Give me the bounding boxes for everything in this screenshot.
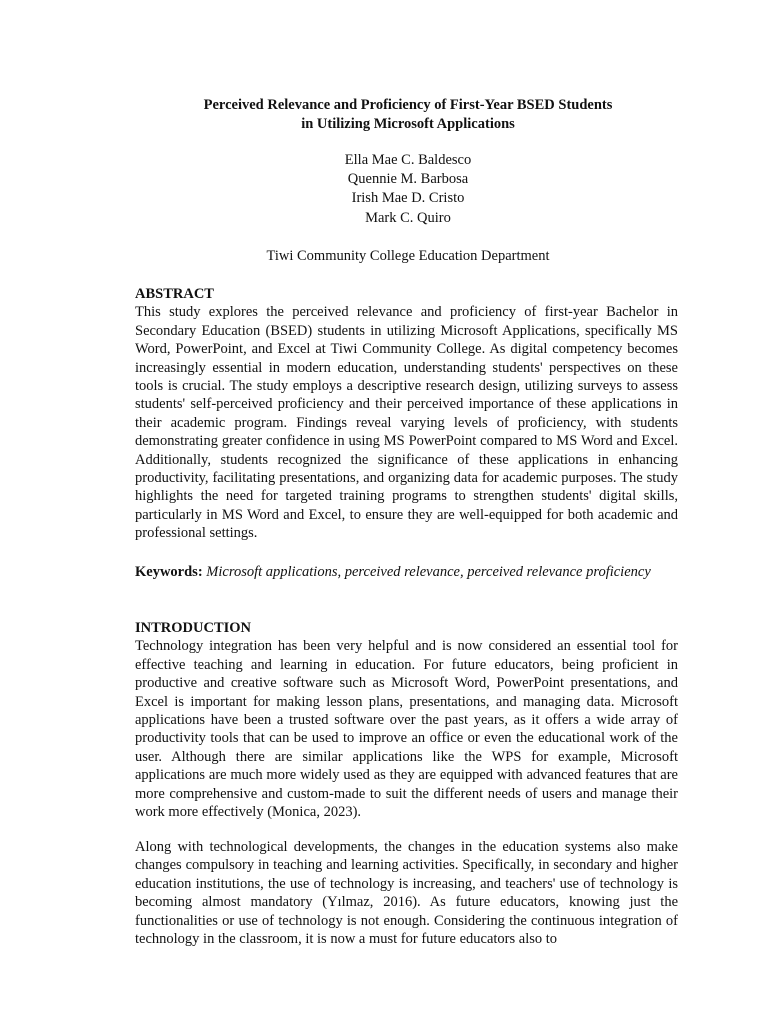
keywords-text: Microsoft applications, perceived relevance, perceived relevance proficiency xyxy=(206,564,651,580)
introduction-paragraph-1: Technology integration has been very helpful and is now considered an essential tool for effective teaching and learning in education. For future educators, being proficient in productive and creative software such as Microsoft Word, PowerPoint presentations, and Excel is important for making lesson plans, presentations, and managing data. Microsoft applications have been a trusted software over the past years, as it offers a wide array of productivity tools that can be used to improve an office or even the educational work of the user. Although there are similar applications like the WPS for example, Microsoft applications are much more widely used as they are equipped with advanced features that are more comprehensive and custom-made to suit the different needs of users and manage their work more effectively (Monica, 2023). xyxy=(135,638,678,821)
introduction-paragraph-2: Along with technological developments, the changes in the education systems also make changes compulsory in teaching and learning activities. Specifically, in secondary and higher education institutions, the use of technology is increasing, and teachers' use of technology is becoming almost mandatory (Yılmaz, 2016). As future educators, knowing just the functionalities or use of technology is not enough. Considering the continuous integration of technology in the classroom, it is now a must for future educators also to xyxy=(135,839,678,948)
abstract-text: This study explores the perceived relevance and proficiency of first-year Bachelor in Secondary Education (BSED) students in utilizing Microsoft Applications, specifically MS Word, PowerPoint, and Excel at Tiwi Community College. As digital competency becomes increasingly essential in modern education, understanding students' perspectives on these tools is crucial. The study employs a descriptive research design, utilizing surveys to assess students' self-perceived proficiency and their perceived importance of these applications in their academic program. Findings reveal varying levels of proficiency, with students demonstrating greater confidence in using MS PowerPoint compared to MS Word and Excel. Additionally, students recognized the significance of these applications in enhancing productivity, facilitating presentations, and organizing data for academic purposes. The study highlights the need for targeted training programs to strengthen students' digital skills, particularly in MS Word and Excel, to ensure they are well-equipped for both academic and professional settings. xyxy=(135,304,678,542)
abstract-section xyxy=(135,285,678,543)
affiliation: Tiwi Community College Education Department xyxy=(266,248,550,264)
introduction-section xyxy=(135,619,678,821)
title-line-2: in Utilizing Microsoft Applications xyxy=(301,115,515,132)
author-list xyxy=(0,151,768,228)
paper-title xyxy=(0,96,768,133)
introduction-continued xyxy=(135,838,678,948)
abstract-heading: ABSTRACT xyxy=(135,286,214,302)
keywords-label: Keywords: xyxy=(135,564,203,580)
author-name: Irish Mae D. Cristo xyxy=(351,190,465,207)
author-name: Ella Mae C. Baldesco xyxy=(344,152,472,168)
title-line-1: Perceived Relevance and Proficiency of First-Year BSED Students xyxy=(203,97,613,113)
keywords-section xyxy=(135,563,678,581)
introduction-heading: INTRODUCTION xyxy=(135,620,252,636)
author-name: Mark C. Quiro xyxy=(365,209,451,226)
author-name: Quennie M. Barbosa xyxy=(347,171,469,188)
